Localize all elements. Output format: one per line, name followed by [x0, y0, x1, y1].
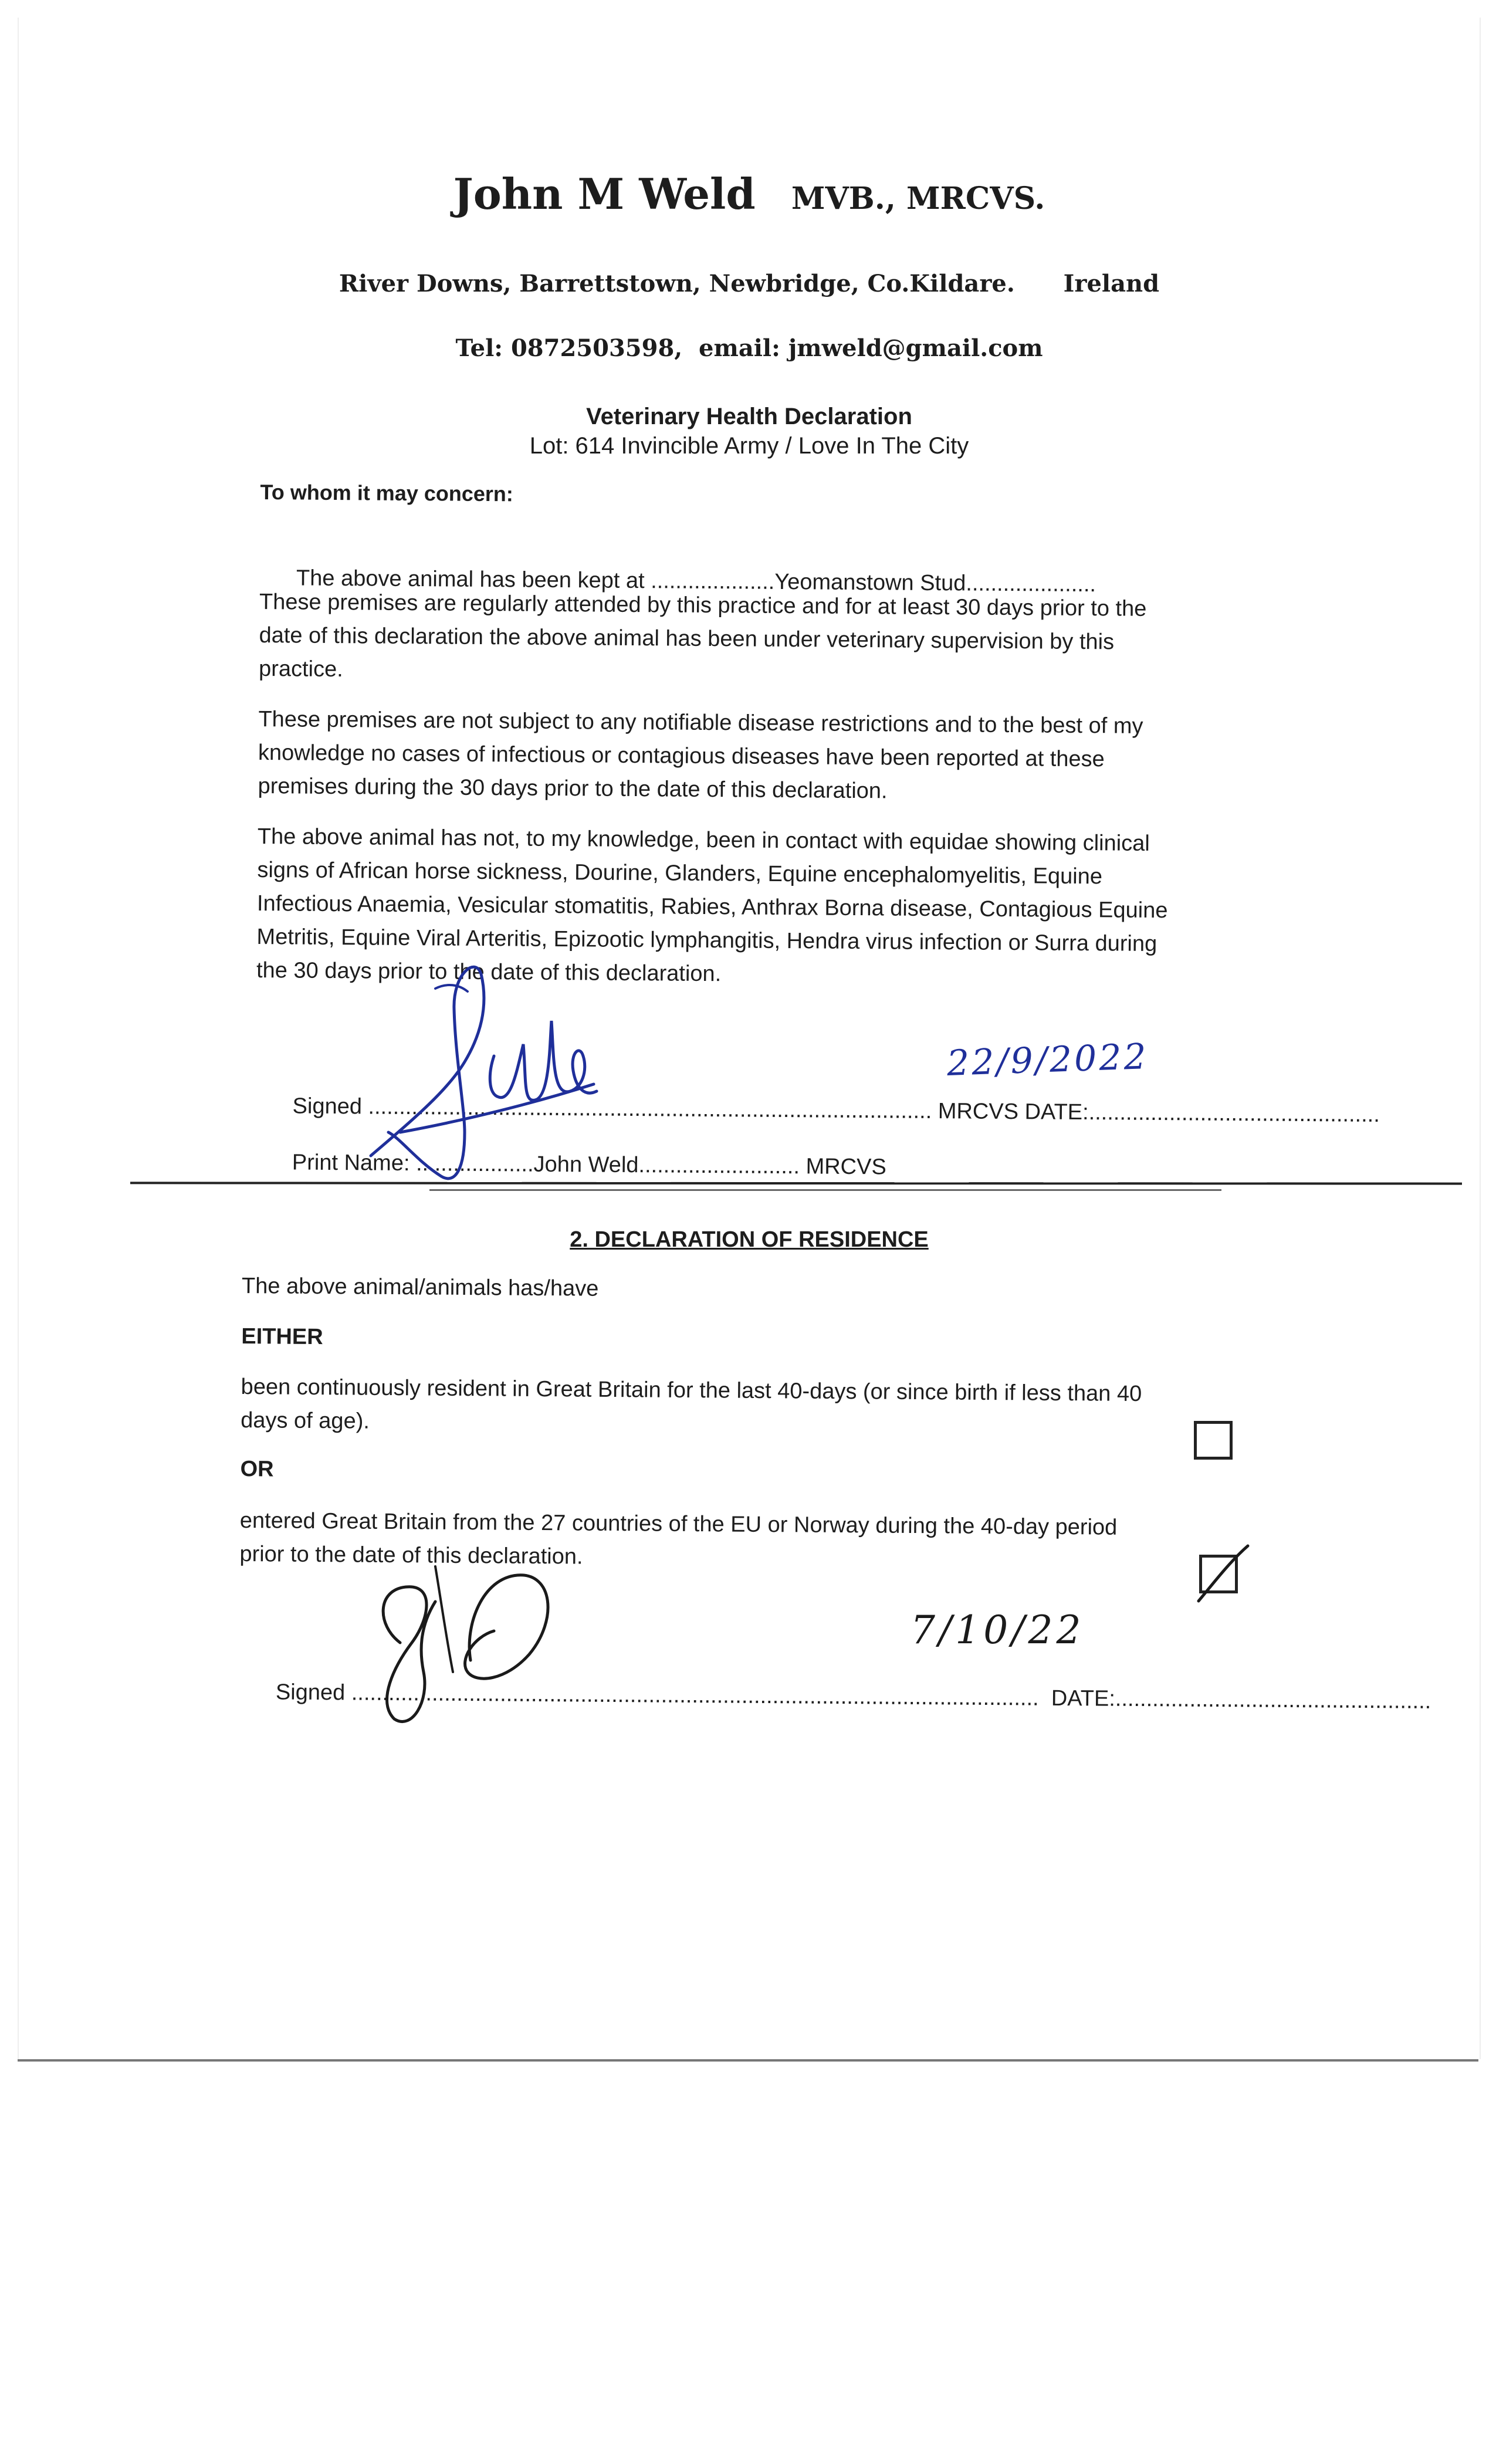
- print-name-value: John Weld: [533, 1152, 639, 1178]
- mrcvs-date-label: MRCVS DATE:: [932, 1099, 1089, 1125]
- paragraph-restrictions: [258, 703, 1314, 811]
- letterhead-name-row: [19, 169, 1480, 219]
- date-dots: ...................................................: [1115, 1686, 1431, 1714]
- option-resident-text: [241, 1370, 1297, 1446]
- page-edge: [18, 2059, 1478, 2062]
- signature-dots: ...............................................................................................................: [351, 1680, 1039, 1711]
- paragraph-line: premises during the 30 days prior to the date of this declaration.: [258, 774, 888, 804]
- paragraph-line: days of age).: [241, 1408, 370, 1434]
- vet-signature: [347, 956, 617, 1191]
- residence-signature: [365, 1555, 564, 1731]
- paragraph-line: signs of African horse sickness, Dourine, Glanders, Equine encephalomyelitis, Equine: [257, 857, 1103, 889]
- letterhead-address: River Downs, Barrettstown, Newbridge, Co.Kildare.: [339, 270, 1015, 297]
- or-label: OR: [240, 1457, 274, 1482]
- entered-checkbox[interactable]: [1199, 1555, 1238, 1593]
- either-label: EITHER: [241, 1324, 323, 1350]
- date-label: DATE:: [1038, 1685, 1116, 1711]
- paragraph-line: prior to the date of this declaration.: [239, 1541, 583, 1569]
- paragraph-line: been continuously resident in Great Britain for the last 40-days (or since birth if less than 40: [241, 1375, 1142, 1407]
- paragraph-line: Infectious Anaemia, Vesicular stomatitis, Rabies, Anthrax Borna disease, Contagious Equine: [256, 891, 1168, 923]
- paragraph-line: The above animal has not, to my knowledge, been in contact with equidae showing clinical: [257, 824, 1150, 856]
- vet-handwritten-date: 22/9/2022: [946, 1036, 1149, 1084]
- signed-label: Signed: [275, 1680, 351, 1705]
- signed-label: Signed: [292, 1094, 368, 1119]
- paragraph-line: knowledge no cases of infectious or contagious diseases have been reported at these: [258, 740, 1105, 772]
- residence-intro: The above animal/animals has/have: [241, 1274, 599, 1301]
- letterhead-address-row: [19, 270, 1480, 297]
- print-name-lead-dots: ...................: [415, 1151, 534, 1177]
- print-name-suffix: MRCVS: [799, 1154, 886, 1180]
- signature-dots: ...........................................................................................: [368, 1094, 932, 1124]
- letterhead-country: Ireland: [1063, 270, 1160, 297]
- paragraph-supervision: [259, 585, 1315, 694]
- lot-line: Lot: 614 Invincible Army / Love In The City: [529, 433, 969, 459]
- kept-at-trail-dots: .....................: [966, 571, 1096, 597]
- document-page: [18, 18, 1481, 2059]
- paragraph-line: practice.: [258, 656, 343, 682]
- section-divider-shadow: [429, 1189, 1221, 1191]
- kept-at-value: Yeomanstown Stud: [774, 569, 966, 596]
- paragraph-line: These premises are not subject to any notifiable disease restrictions and to the best of my: [258, 707, 1143, 739]
- paragraph-line: entered Great Britain from the 27 countries of the EU or Norway during the 40-day period: [239, 1508, 1118, 1540]
- paragraph-line: These premises are regularly attended by this practice and for at least 30 days prior to the: [259, 590, 1147, 621]
- resident-checkbox[interactable]: [1194, 1421, 1233, 1460]
- residence-handwritten-date: 7/10/22: [911, 1607, 1085, 1653]
- paragraph-line: Metritis, Equine Viral Arteritis, Epizootic lymphangitis, Hendra virus infection or Surra during: [256, 924, 1157, 957]
- kept-at-lead-dots: ....................: [651, 568, 775, 594]
- paragraph-line: the 30 days prior to the date of this declaration.: [256, 957, 722, 987]
- date-dots: ...............................................: [1088, 1100, 1380, 1128]
- salutation: To whom it may concern:: [260, 480, 514, 506]
- kept-at-prefix: The above animal has been kept at: [296, 566, 651, 594]
- declaration-title: Veterinary Health Declaration: [586, 404, 912, 429]
- residence-heading: 2. DECLARATION OF RESIDENCE: [570, 1227, 929, 1252]
- paragraph-line: date of this declaration the above animal has been under veterinary supervision by this: [259, 623, 1115, 655]
- check-mark-icon: [1194, 1545, 1250, 1603]
- letterhead-credentials: MVB., MRCVS.: [791, 181, 1045, 216]
- print-name-trail-dots: ..........................: [638, 1153, 800, 1179]
- letterhead-contact: Tel: 0872503598, email: jmweld@gmail.com: [455, 334, 1043, 362]
- letterhead-name: John M Weld: [453, 169, 756, 219]
- print-name-label: Print Name:: [292, 1150, 417, 1176]
